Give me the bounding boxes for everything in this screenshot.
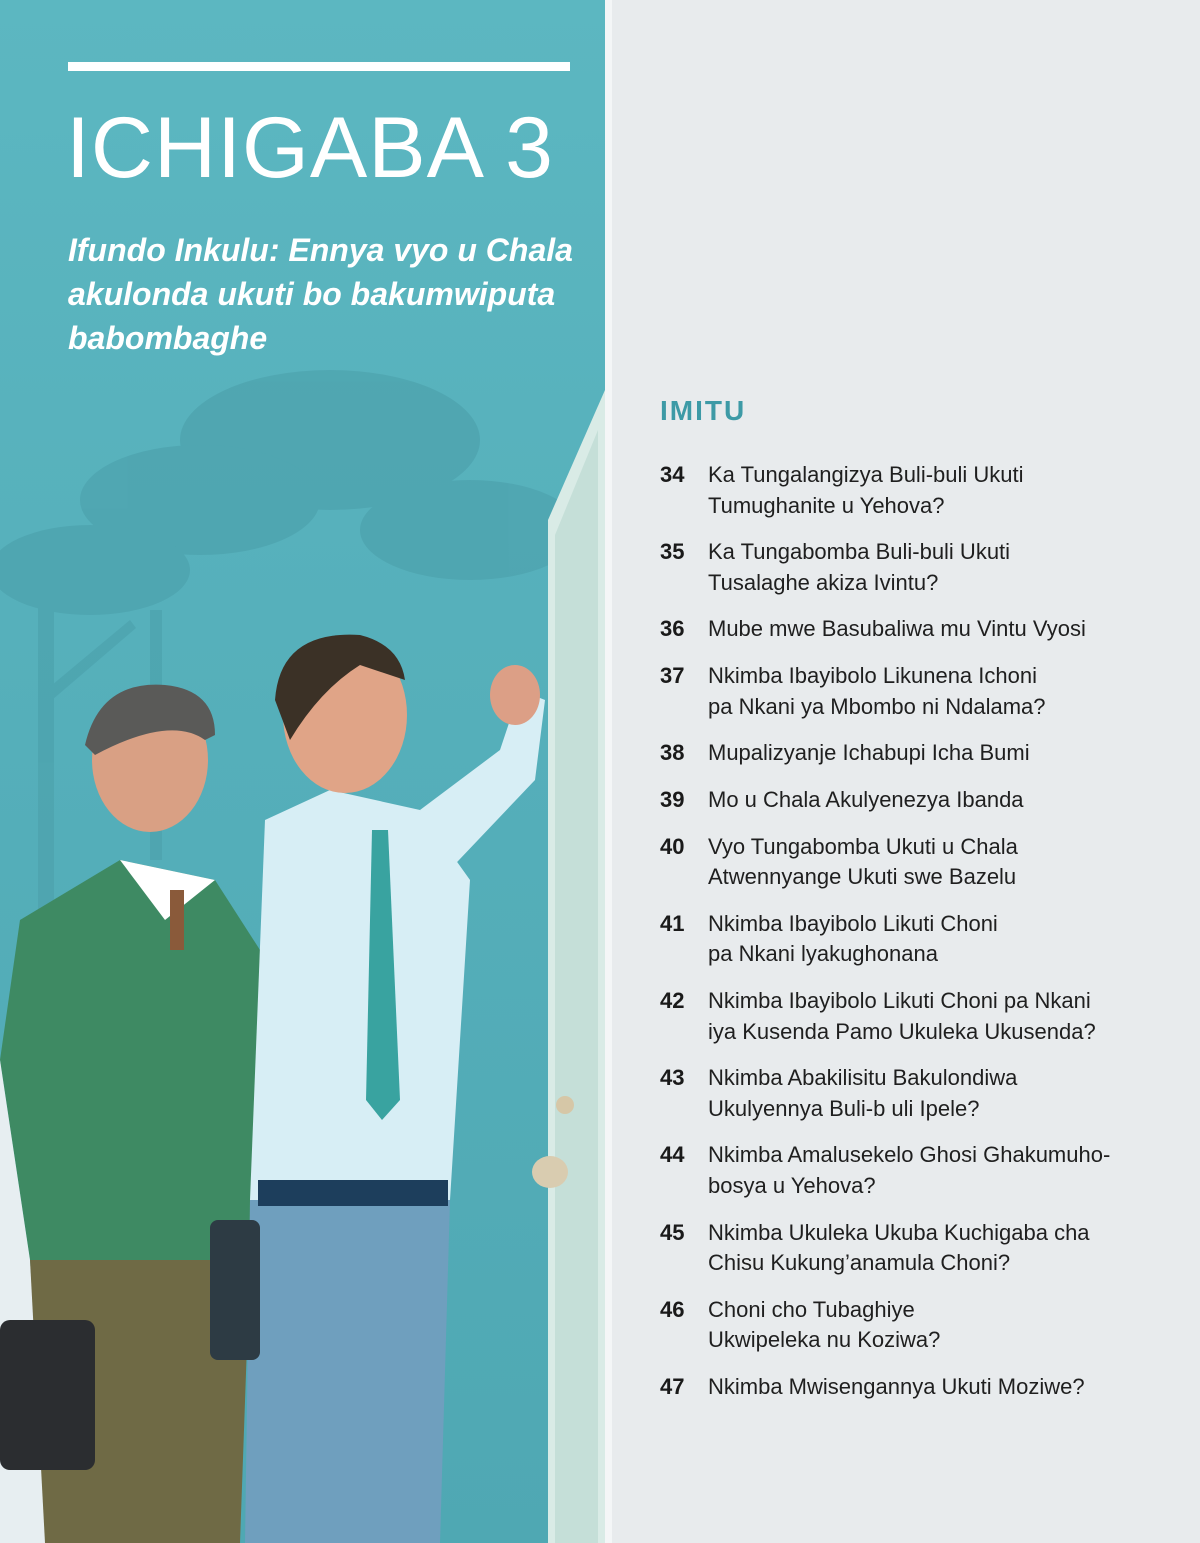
title-rule <box>68 62 570 71</box>
lesson-title-line: Tusalaghe akiza Ivintu? <box>708 569 939 595</box>
door-knob-icon <box>532 1156 568 1188</box>
lesson-title-line: Mube mwe Basubaliwa mu Vintu Vyosi <box>708 616 1086 642</box>
briefcase-icon <box>0 1320 95 1470</box>
lesson-title-line: Ka Tungabomba Buli-buli Ukuti <box>708 539 1011 565</box>
lesson-title <box>708 460 1180 521</box>
lesson-number: 34 <box>660 462 685 487</box>
lesson-number: 43 <box>660 1065 685 1091</box>
toc-item[interactable] <box>660 785 1180 816</box>
knocking-fist <box>490 665 540 725</box>
lesson-title <box>708 1063 1180 1124</box>
lesson-number: 47 <box>660 1373 685 1399</box>
lesson-title-line: Nkimba Abakilisitu Bakulondiwa <box>708 1065 1018 1091</box>
subtitle-line: akulonda ukuti bo bakumwiputa <box>68 276 556 312</box>
lesson-title-line: Nkimba Ibayibolo Likuti Choni <box>708 910 998 936</box>
lesson-title-line: iya Kusenda Pamo Ukuleka Ukusenda? <box>708 1018 1096 1044</box>
lesson-title-line: Choni cho Tubaghiye <box>708 1296 915 1322</box>
lesson-title <box>708 785 1180 816</box>
lesson-title <box>708 832 1180 893</box>
lesson-number: 44 <box>660 1142 685 1168</box>
lesson-title-line: Mo u Chala Akulyenezya Ibanda <box>708 786 1024 812</box>
lesson-number: 45 <box>660 1219 685 1245</box>
lesson-number: 36 <box>660 616 685 642</box>
subtitle-line: Ifundo Inkulu: Ennya vyo u Chala <box>68 232 573 268</box>
toc-item[interactable] <box>660 537 1180 598</box>
subtitle-line: babombaghe <box>68 320 268 356</box>
lesson-title <box>708 738 1180 769</box>
chapter-subtitle <box>68 228 588 360</box>
illustration-door-knock <box>0 360 605 1543</box>
toc-item[interactable] <box>660 661 1180 722</box>
lesson-number: 42 <box>660 988 685 1013</box>
lesson-title-line: Nkimba Ibayibolo Likuti Choni pa Nkani <box>708 988 1091 1013</box>
lesson-title-line: Vyo Tungabomba Ukuti u Chala <box>708 833 1018 859</box>
toc-item[interactable] <box>660 832 1180 893</box>
lesson-title-line: pa Nkani ya Mbombo ni Ndalama? <box>708 693 1046 719</box>
toc-item[interactable] <box>660 1063 1180 1124</box>
toc-item[interactable] <box>660 1140 1180 1201</box>
table-of-contents <box>660 460 1180 1419</box>
toc-item[interactable] <box>660 1295 1180 1356</box>
toc-item[interactable] <box>660 1218 1180 1279</box>
lesson-title-line: bosya u Yehova? <box>708 1172 876 1198</box>
lesson-title-line: Nkimba Ukuleka Ukuba Kuchigaba cha <box>708 1219 1090 1245</box>
younger-publisher-figure <box>210 635 545 1543</box>
lesson-title-line: Chisu Kukung’anamula Choni? <box>708 1250 1011 1276</box>
lesson-title-line: Nkimba Ibayibolo Likunena Ichoni <box>708 663 1037 689</box>
lesson-number: 39 <box>660 786 685 812</box>
lesson-title <box>708 986 1180 1047</box>
toc-item[interactable] <box>660 614 1180 645</box>
door-lock-icon <box>556 1096 574 1114</box>
toc-item[interactable] <box>660 909 1180 970</box>
lesson-title-line: pa Nkani lyakughonana <box>708 941 938 967</box>
toc-item[interactable] <box>660 738 1180 769</box>
lesson-title-line: Tumughanite u Yehova? <box>708 492 945 518</box>
lesson-title <box>708 1218 1180 1279</box>
lesson-title <box>708 909 1180 970</box>
lesson-title-line: Nkimba Mwisengannya Ukuti Moziwe? <box>708 1373 1085 1399</box>
lesson-title-line: Ka Tungalangizya Buli-buli Ukuti <box>708 462 1024 487</box>
lesson-number: 41 <box>660 910 685 936</box>
spine-divider <box>605 0 612 1543</box>
lesson-title-line: Ukulyennya Buli-b uli Ipele? <box>708 1095 980 1121</box>
chapter-title: ICHIGABA 3 <box>66 100 554 196</box>
toc-item[interactable] <box>660 1372 1180 1403</box>
toc-item[interactable] <box>660 986 1180 1047</box>
lesson-title-line: Atwennyange Ukuti swe Bazelu <box>708 864 1017 890</box>
lesson-title-line: Nkimba Amalusekelo Ghosi Ghakumuho- <box>708 1142 1111 1168</box>
shoulder-bag-icon <box>210 1220 260 1360</box>
lesson-number: 46 <box>660 1296 685 1322</box>
lesson-number: 40 <box>660 833 685 859</box>
lesson-number: 38 <box>660 740 685 766</box>
lesson-title-line: Ukwipeleka nu Koziwa? <box>708 1327 941 1353</box>
lesson-title <box>708 1372 1180 1403</box>
contents-heading: IMITU <box>660 395 747 426</box>
lesson-title-line: Mupalizyanje Ichabupi Icha Bumi <box>708 740 1030 766</box>
lesson-number: 37 <box>660 663 685 689</box>
toc-item[interactable] <box>660 460 1180 521</box>
lesson-number: 35 <box>660 539 685 565</box>
lesson-title <box>708 1140 1180 1201</box>
lesson-title <box>708 1295 1180 1356</box>
lesson-title <box>708 537 1180 598</box>
lesson-title <box>708 661 1180 722</box>
lesson-title <box>708 614 1180 645</box>
